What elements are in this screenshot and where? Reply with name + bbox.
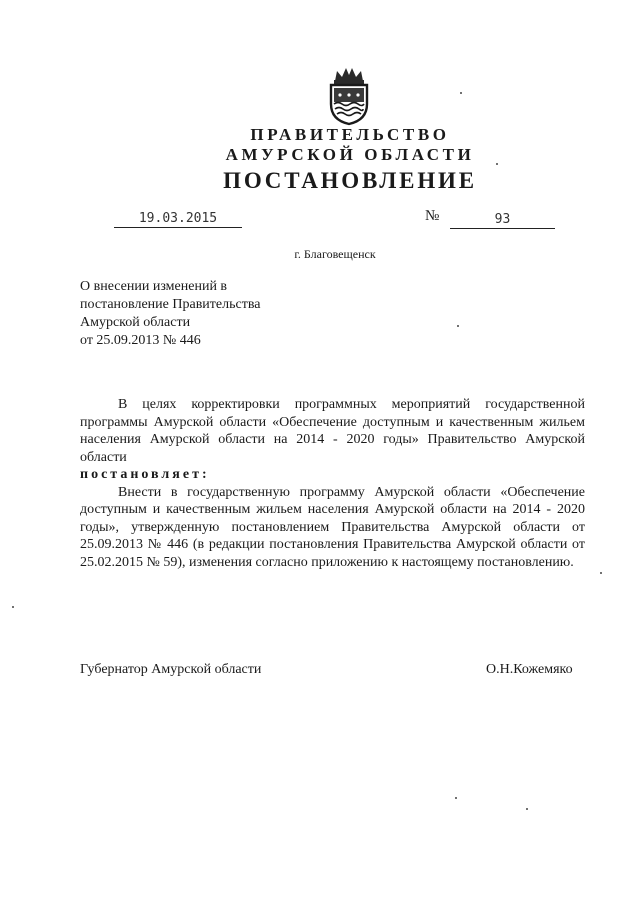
subject-line: от 25.09.2013 № 446 xyxy=(80,333,201,348)
signatory-name: О.Н.Кожемяко xyxy=(486,662,573,677)
scan-speck xyxy=(526,808,528,810)
decree-word: постановляет: xyxy=(80,467,210,482)
subject-line: Амурской области xyxy=(80,315,191,330)
signatory-title: Губернатор Амурской области xyxy=(80,662,262,677)
scan-speck xyxy=(600,572,602,574)
document-type-title: ПОСТАНОВЛЕНИЕ xyxy=(223,168,477,193)
scan-speck xyxy=(12,606,14,608)
number-label: № xyxy=(425,208,440,224)
main-paragraph: Внести в государственную программу Амурской области «Обеспечение доступным и качественным жильем населения Амурской области на 2014 - 2020 годы», утвержденную постановлением Правительства Амурской области от 25.09.2013 № 446 (в редакции постановления Правительства Амурской области от 25.02.2015 № 59), изменения согласно приложению к настоящему постановлению. xyxy=(80,484,585,570)
scan-speck xyxy=(457,325,459,327)
document-subject xyxy=(80,278,260,350)
scan-speck xyxy=(455,797,457,799)
document-number: 93 xyxy=(450,212,555,229)
region-title: АМУРСКОЙ ОБЛАСТИ xyxy=(225,145,475,164)
coat-of-arms-icon xyxy=(326,66,372,126)
government-title: ПРАВИТЕЛЬСТВО xyxy=(250,125,450,144)
scan-speck xyxy=(460,92,462,94)
document-body xyxy=(80,396,585,571)
scan-speck xyxy=(496,163,498,165)
subject-line: постановление Правительства xyxy=(80,297,261,312)
subject-line: О внесении изменений в xyxy=(80,279,228,294)
preamble-paragraph: В целях корректировки программных мероприятий государственной программы Амурской области «Обеспечение доступным и качественным жильем населения Амурской области на 2014 - 2020 годы» Правительство Амурской области xyxy=(80,397,585,465)
document-date: 19.03.2015 xyxy=(114,211,242,228)
city-name: г. Благовещенск xyxy=(294,247,376,261)
